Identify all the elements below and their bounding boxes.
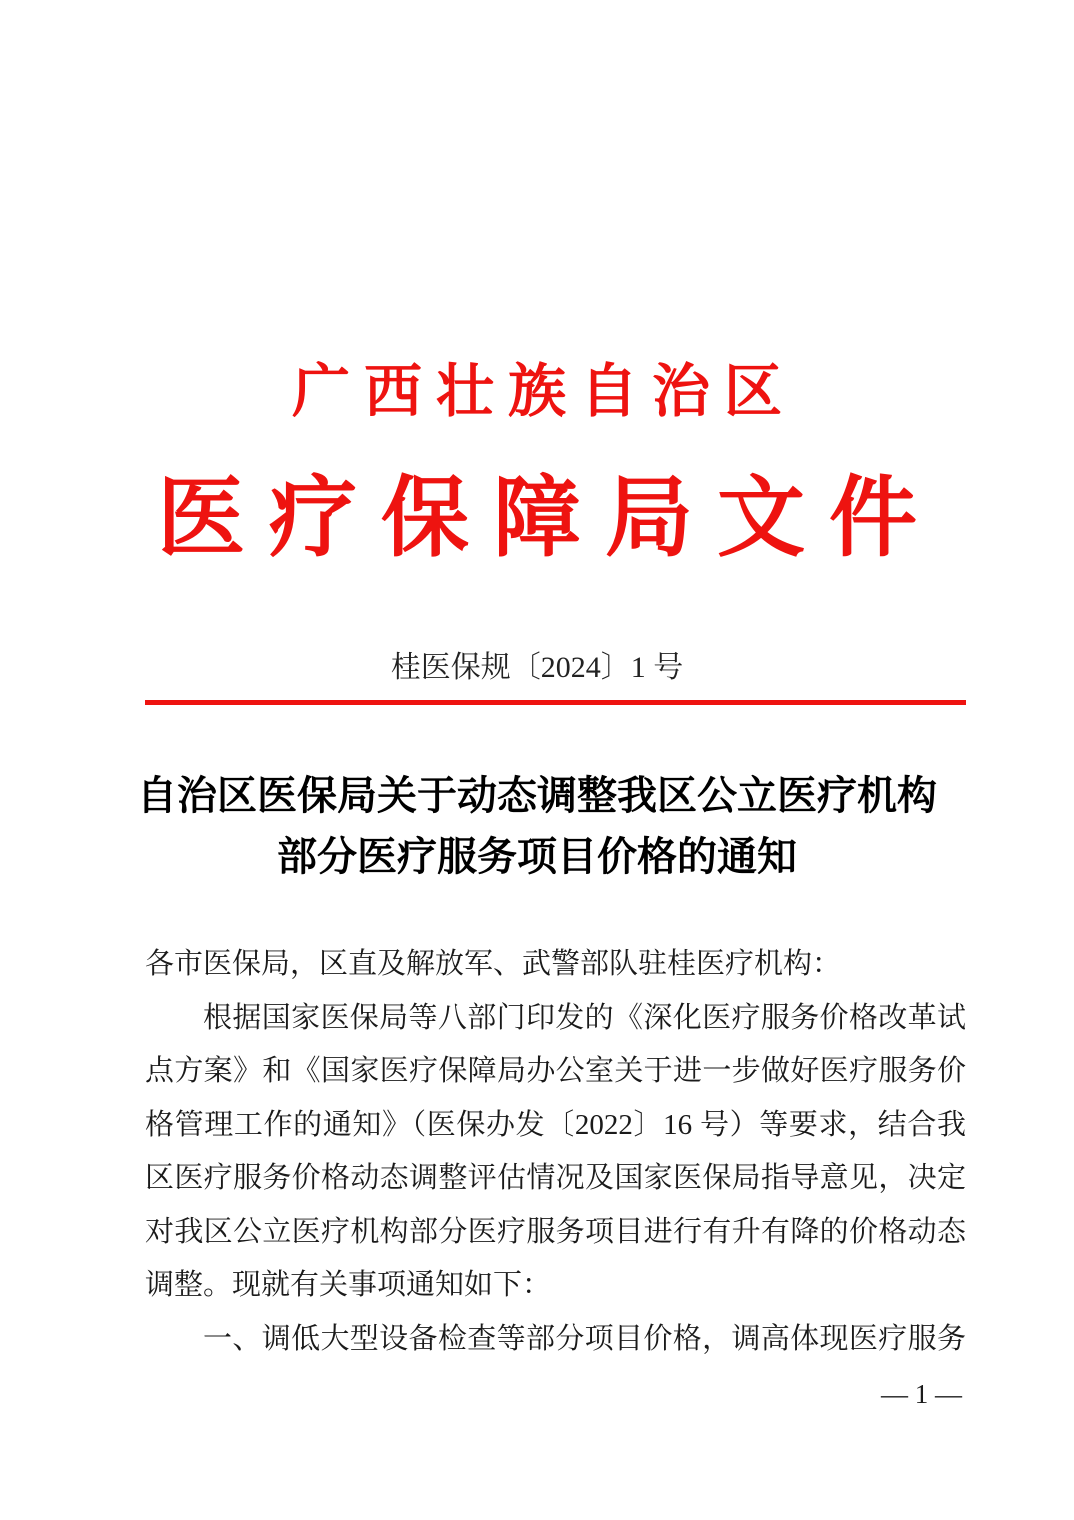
body-line: 格管理工作的通知》（医保办发〔2022〕16 号）等要求，结合我 bbox=[145, 1108, 966, 1141]
body-line: 调整。现就有关事项通知如下： bbox=[145, 1269, 552, 1301]
letterhead-region-line: 广西壮族自治区 bbox=[291, 359, 796, 424]
body-line: 区医疗服务价格动态调整评估情况及国家医保局指导意见，决定 bbox=[145, 1162, 966, 1194]
body-line: 对我区公立医疗机构部分医疗服务项目进行有升有降的价格动态 bbox=[145, 1215, 966, 1248]
document-title bbox=[0, 766, 1074, 888]
page-number: — 1 — bbox=[881, 1379, 962, 1409]
red-divider-line bbox=[145, 700, 966, 705]
document-title-line1: 自治区医保局关于动态调整我区公立医疗机构 bbox=[137, 774, 937, 818]
body-line-salutation: 各市医保局，区直及解放军、武警部队驻桂医疗机构： bbox=[145, 948, 842, 980]
document-body bbox=[145, 938, 966, 1366]
document-number: 桂医保规〔2024〕1 号 bbox=[390, 651, 684, 684]
body-line-section-heading: 一、调低大型设备检查等部分项目价格，调高体现医疗服务 bbox=[203, 1322, 966, 1355]
body-line: 点方案》和《国家医疗保障局办公室关于进一步做好医疗服务价 bbox=[145, 1055, 966, 1087]
document-title-line2: 部分医疗服务项目价格的通知 bbox=[277, 835, 797, 879]
letterhead-bureau-line: 医疗保障局文件 bbox=[156, 471, 941, 568]
body-line: 根据国家医保局等八部门印发的《深化医疗服务价格改革试 bbox=[203, 1001, 966, 1034]
